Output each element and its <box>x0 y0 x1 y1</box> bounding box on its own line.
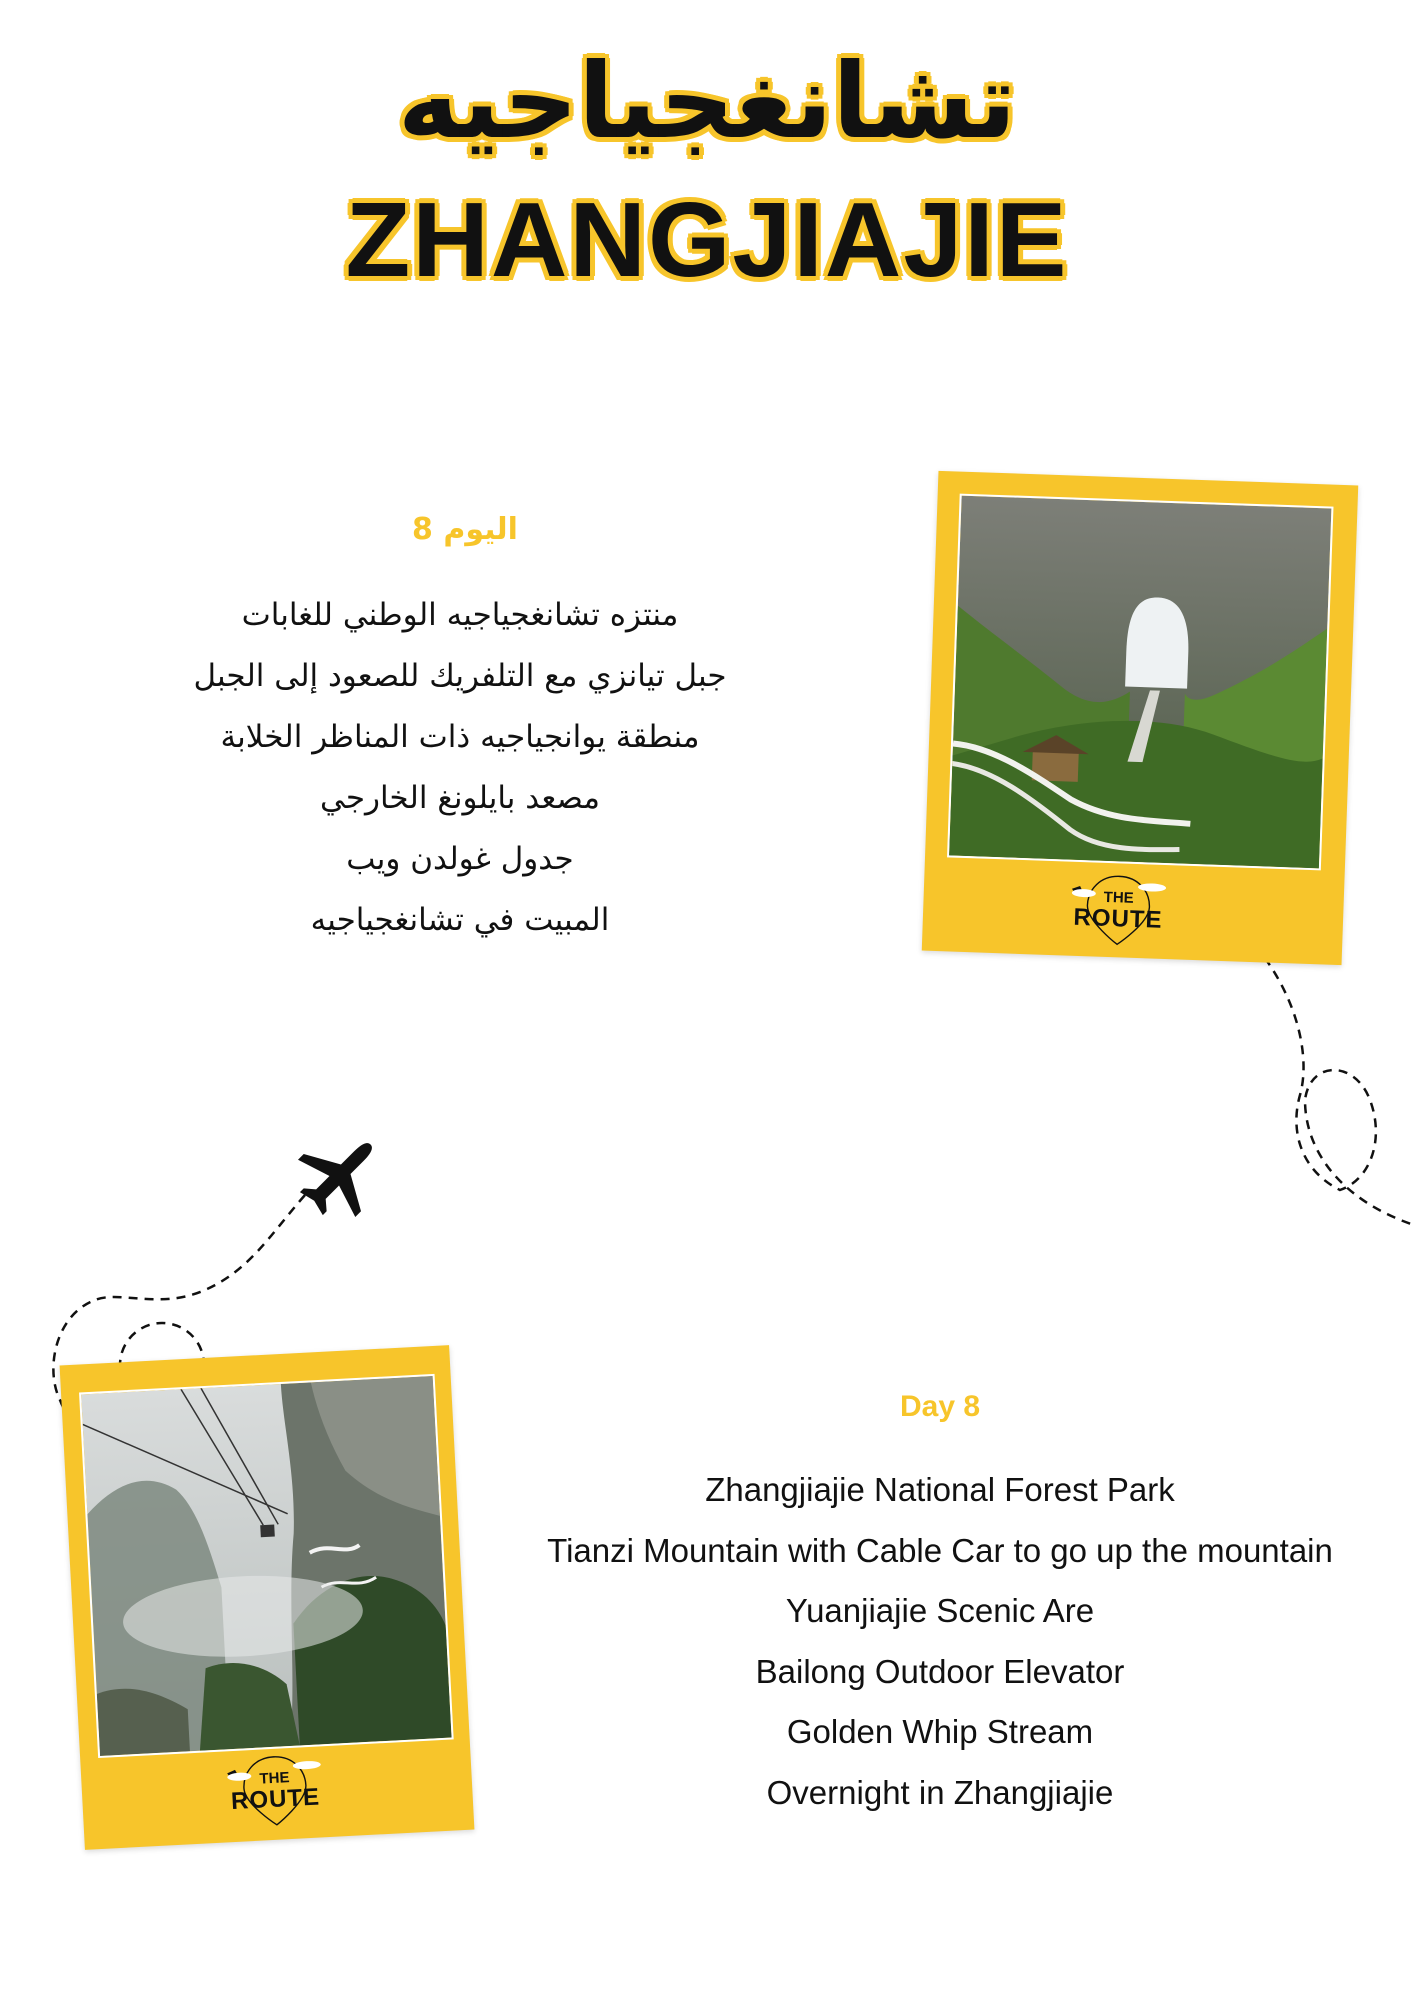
photo-cable-car-mountains <box>79 1374 454 1758</box>
list-item: منطقة يوانجياجيه ذات المناظر الخلابة <box>220 719 700 755</box>
page-title-english: ZHANGJIAJIE <box>345 181 1069 299</box>
logo-line-1: THE <box>259 1769 290 1788</box>
list-item: منتزه تشانغجياجيه الوطني للغابات <box>241 597 679 633</box>
list-item: Bailong Outdoor Elevator <box>755 1652 1125 1690</box>
list-item: Yuanjiajie Scenic Are <box>785 1592 1095 1629</box>
logo-line-2: ROUTE <box>1073 903 1163 934</box>
list-item: جدول غولدن ويب <box>346 841 574 877</box>
list-item: مصعد بايلونغ الخارجي <box>319 780 600 816</box>
list-item: Overnight in Zhangjiajie <box>766 1773 1114 1811</box>
photo-card-tianzi <box>60 1345 475 1850</box>
list-item: Golden Whip Stream <box>786 1713 1094 1750</box>
logo-line-2: ROUTE <box>230 1783 321 1816</box>
route-logo <box>1062 870 1175 949</box>
list-item: Zhangjiajie National Forest Park <box>705 1471 1175 1508</box>
photo-card-tianmen <box>922 471 1358 965</box>
list-item: المبيت في تشانغجياجيه <box>310 902 610 938</box>
airplane-icon <box>283 1116 399 1232</box>
mountain-arch-illustration <box>949 496 1331 869</box>
logo-line-1: THE <box>1103 888 1134 907</box>
day-heading-arabic: اليوم 8 <box>412 512 518 547</box>
day-heading-english: Day 8 <box>899 1390 981 1423</box>
route-logo <box>218 1750 332 1831</box>
misty-mountain-illustration <box>81 1376 451 1756</box>
list-item: Tianzi Mountain with Cable Car to go up the mountain <box>547 1531 1333 1569</box>
list-item: جبل تيانزي مع التلفريك للصعود إلى الجبل <box>193 658 727 694</box>
photo-tianmen-cave <box>947 494 1333 871</box>
page-title-arabic: تشانغجياجيه <box>397 40 1017 162</box>
